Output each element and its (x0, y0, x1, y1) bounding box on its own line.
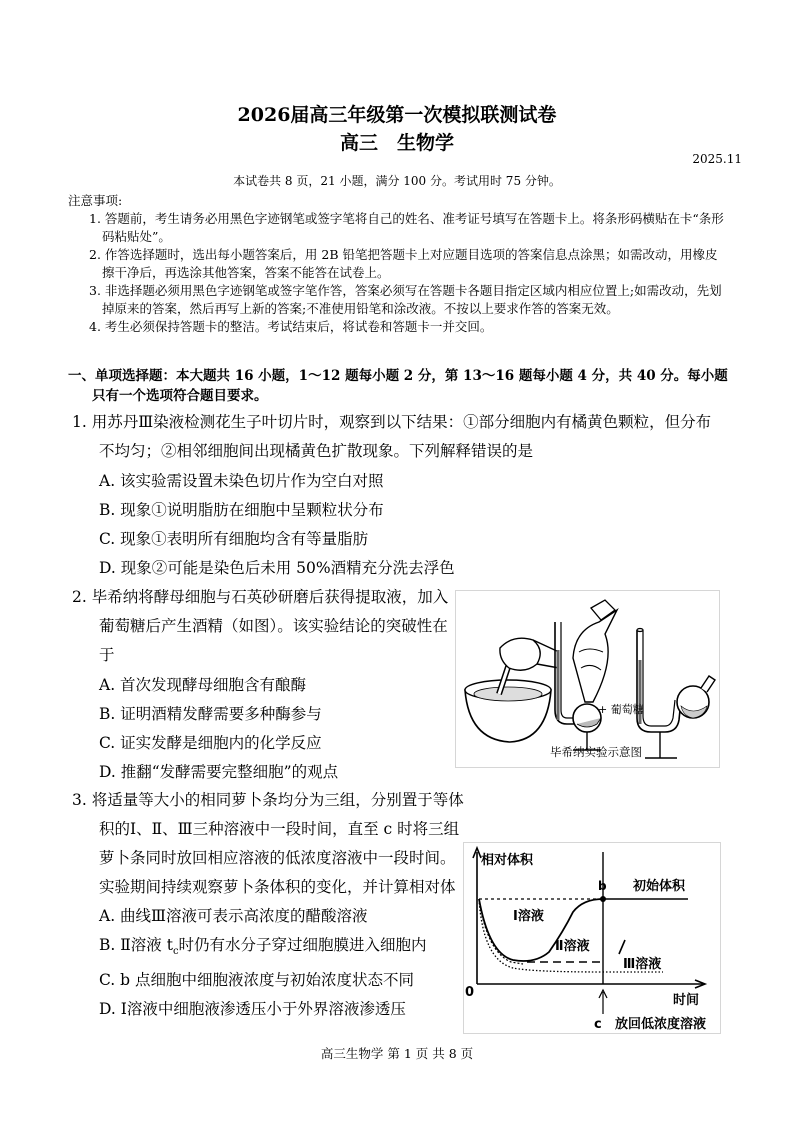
origin-label: 0 (465, 985, 475, 1000)
section-heading: 一、单项选择题：本大题共 16 小题，1～12 题每小题 2 分，第 13～16 题每小题 4 分，共 40 分。每小题只有一个选项符合题目要求。 (68, 368, 728, 404)
point-b-label: b (598, 879, 607, 893)
exam-date: 2025.11 (692, 152, 742, 166)
page-footer: 高三生物学 第 1 页 共 8 页 (320, 1046, 474, 1061)
series-1-label: Ⅰ溶液 (513, 909, 544, 924)
option-d: D. 现象②可能是染色后未用 50%酒精充分洗去浮色 (99, 559, 455, 577)
option-b: B. Ⅱ溶液 $t_c$时仍有水分子穿过细胞膜进入细胞内 (99, 936, 427, 958)
notice-item: 1. 答题前，考生请务必用黑色字迹钢笔或签字笔将自己的姓名、准考证号填写在答题卡上。将条形码横贴在卡“条形码粘贴处”。 (89, 211, 724, 244)
notice-item: 2. 作答选择题时，选出每小题答案后，用 2B 铅笔把答题卡上对应题目选项的答案信息点涂黑；如需改动，用橡皮擦干净后，再选涂其他答案，答案不能答在试卷上。 (89, 247, 718, 280)
c-label: c (594, 1017, 602, 1032)
option-d: D. 推翻“发酵需要完整细胞”的观点 (99, 763, 339, 781)
notice (68, 192, 728, 336)
notice-heading: 注意事项: (68, 193, 123, 208)
option-c: C. 现象①表明所有细胞均含有等量脂肪 (99, 530, 369, 548)
flask-icon (573, 704, 601, 732)
exam-title: 2026届高三年级第一次模拟联测试卷 (237, 104, 557, 126)
initial-volume-label: 初始体积 (633, 879, 686, 894)
option-a: A. 曲线Ⅲ溶液可表示高浓度的醋酸溶液 (99, 907, 368, 925)
glucose-label: + 葡萄糖 (598, 703, 644, 716)
question-2-stem: 2. 毕希纳将酵母细胞与石英砂研磨后获得提取液，加入葡萄糖后产生酒精（如图）。该实验结论的突破性在于 (72, 588, 449, 664)
y-axis-label: 相对体积 (481, 853, 534, 868)
buchner-figure (455, 590, 720, 768)
question-2-options (99, 671, 439, 787)
hand-icon (500, 638, 540, 670)
series-2-label: Ⅱ溶液 (555, 939, 590, 954)
option-d: D. Ⅰ溶液中细胞液渗透压小于外界溶液渗透压 (99, 1000, 406, 1019)
option-c: C. b 点细胞中细胞液浓度与初始浓度状态不同 (99, 971, 415, 990)
filter-bag-icon (573, 610, 617, 702)
option-a: A. 首次发现酵母细胞含有酿酶 (99, 676, 307, 694)
question-3-options (99, 902, 469, 1024)
notice-item: 3. 非选择题必须用黑色字迹钢笔或签字笔作答，答案必须写在答题卡各题目指定区域内相应位置上;如需改动，先划掉原来的答案，然后再写上新的答案;不准使用铅笔和涂改液。不按以上要求作答的答案无效。 (89, 283, 722, 316)
figure-caption: 毕希纳实验示意图 (550, 745, 642, 759)
point-b (600, 896, 606, 902)
option-a: A. 该实验需设置未染色切片作为空白对照 (99, 472, 384, 490)
question-1-options (99, 467, 699, 583)
exam-info: 本试卷共 8 页，21 小题，满分 100 分。考试用时 75 分钟。 (233, 174, 561, 188)
notice-item: 4. 考生必须保持答题卡的整洁。考试结束后，将试卷和答题卡一并交回。 (89, 319, 493, 334)
volume-chart (463, 842, 721, 1034)
option-b: B. 证明酒精发酵需要多种酶参与 (99, 705, 322, 723)
question-1-stem: 1. 用苏丹Ⅲ染液检测花生子叶切片时，观察到以下结果：①部分细胞内有橘黄色颗粒，但分布不均匀；②相邻细胞间出现橘黄色扩散现象。下列解释错误的是 (72, 413, 712, 460)
c-note: 放回低浓度溶液 (615, 1017, 707, 1032)
option-b: B. 现象①说明脂肪在细胞中呈颗粒状分布 (99, 501, 384, 519)
question-3-stem-text: 3. 将适量等大小的相同萝卜条均分为三组，分别置于等体积的Ⅰ、Ⅱ、Ⅲ三种溶液中一段时间，直至 c 时将三组萝卜条同时放回相应溶液的低浓度溶液中一段时间。实验期间持续观察萝卜条体积的变化，并计算相对体 (72, 791, 464, 896)
subject-title: 高三 生物学 (339, 132, 454, 154)
x-axis-label: 时间 (673, 993, 700, 1008)
option-c: C. 证实发酵是细胞内的化学反应 (99, 734, 322, 752)
series-3-label: Ⅲ溶液 (623, 957, 662, 972)
